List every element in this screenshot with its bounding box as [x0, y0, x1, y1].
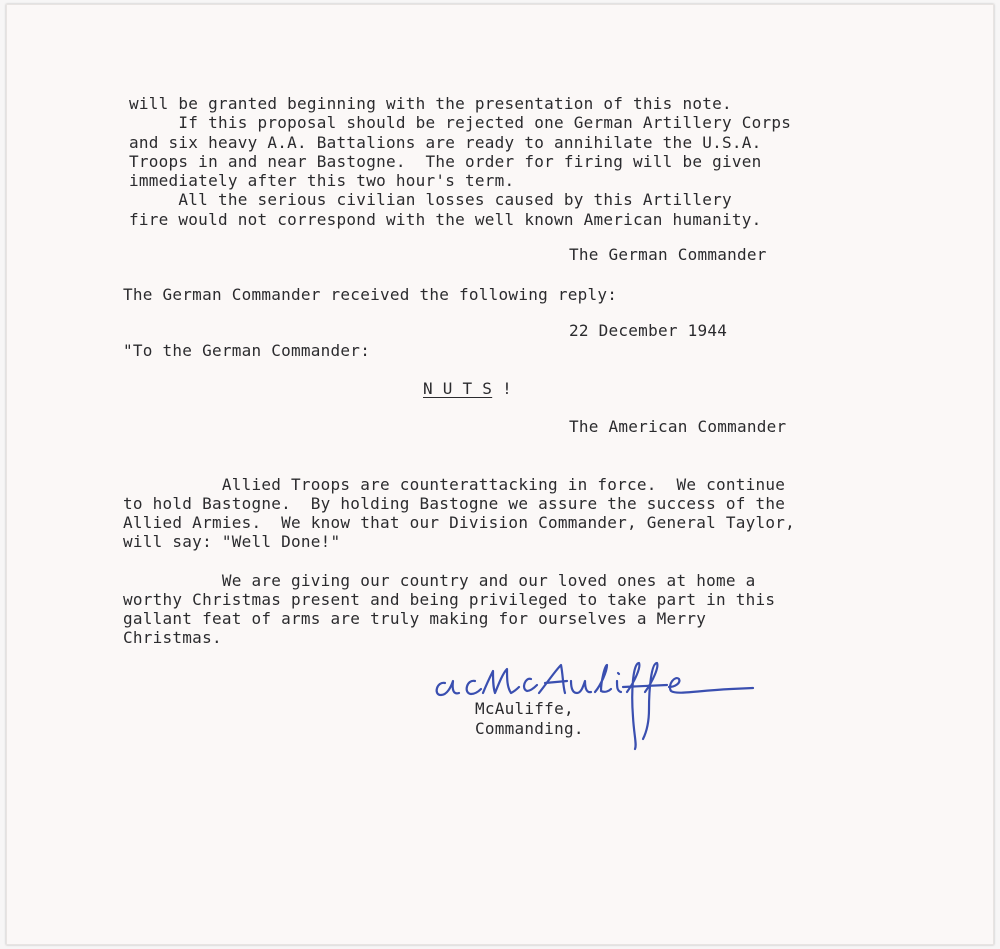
text-line: gallant feat of arms are truly making for ourselves a Merry	[123, 609, 707, 628]
text-line: worthy Christmas present and being privileged to take part in this	[123, 590, 776, 609]
reply-salutation: "To the German Commander:	[123, 341, 371, 360]
text-line: Allied Armies. We know that our Division Commander, General Taylor,	[123, 513, 796, 532]
text-line: Allied Troops are counterattacking in force. We continue	[123, 475, 786, 494]
text-line: We are giving our country and our loved ones at home a	[123, 571, 756, 590]
signatory-title: Commanding.	[475, 719, 584, 738]
american-signoff: The American Commander	[569, 417, 787, 436]
text-line: will be granted beginning with the presentation of this note.	[129, 94, 732, 113]
signatory-name: McAuliffe,	[475, 699, 574, 718]
text-line: immediately after this two hour's term.	[129, 171, 515, 190]
reply-intro: The German Commander received the following reply:	[123, 285, 618, 304]
text-line: and six heavy A.A. Battalions are ready to annihilate the U.S.A.	[129, 133, 762, 152]
text-line: to hold Bastogne. By holding Bastogne we assure the success of the	[123, 494, 786, 513]
text-line: fire would not correspond with the well known American humanity.	[129, 210, 762, 229]
text-line: If this proposal should be rejected one German Artillery Corps	[129, 113, 792, 132]
german-signoff: The German Commander	[569, 245, 767, 264]
text-line: Troops in and near Bastogne. The order for firing will be given	[129, 152, 762, 171]
letter-page	[6, 4, 994, 945]
text-line: All the serious civilian losses caused by this Artillery	[129, 190, 732, 209]
nuts-heading	[423, 379, 512, 399]
reply-date: 22 December 1944	[569, 321, 728, 340]
nuts-letters: N U T S	[423, 379, 493, 398]
nuts-punct: !	[502, 379, 512, 398]
text-line: Christmas.	[123, 628, 222, 647]
text-line: will say: "Well Done!"	[123, 532, 341, 551]
